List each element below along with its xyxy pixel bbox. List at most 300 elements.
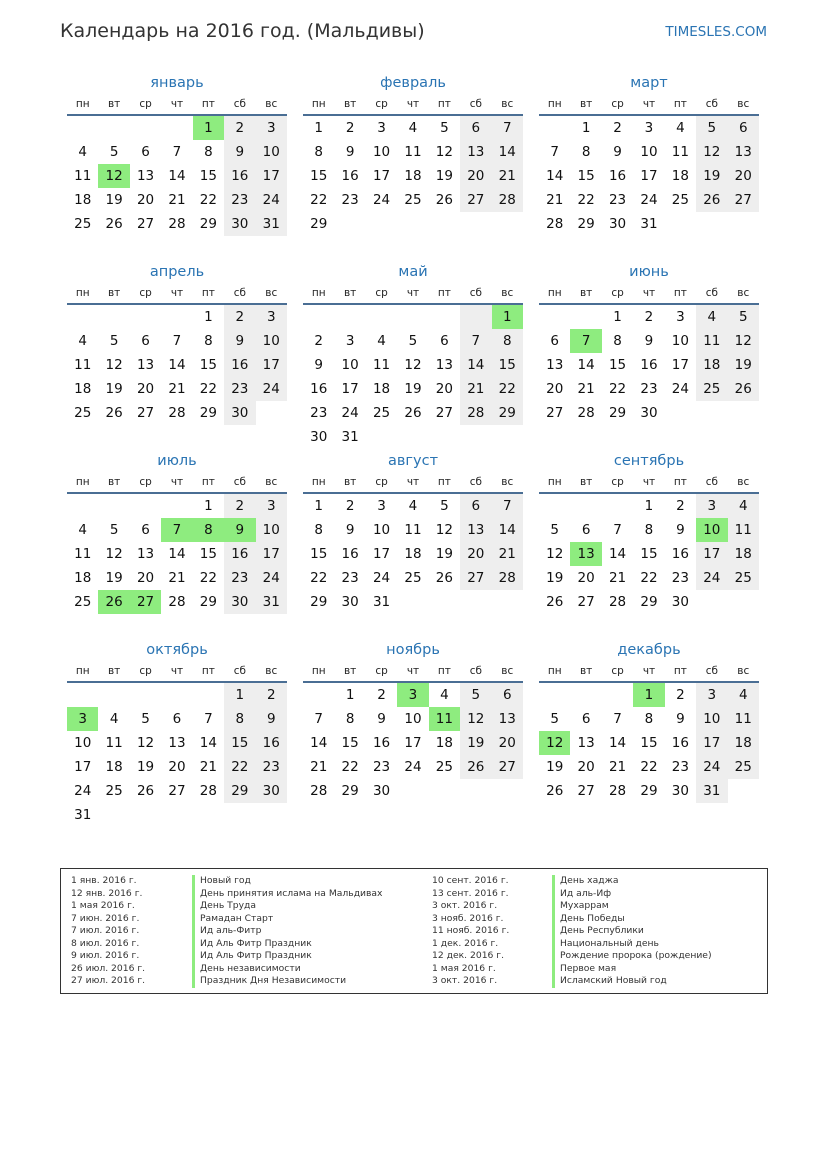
day: 14 (310, 735, 328, 751)
day: 29 (577, 216, 595, 232)
weekday-header (303, 94, 523, 116)
day-empty (67, 494, 98, 518)
day-weekend: 19 (460, 731, 491, 755)
weekday-label: ср (139, 665, 152, 677)
day-weekend: 17 (696, 731, 727, 755)
day: 9 (314, 357, 323, 373)
days-grid (303, 494, 523, 614)
day: 7 (613, 711, 622, 727)
day: 25 (74, 216, 92, 232)
month-name: декабрь (617, 642, 681, 658)
day-weekend: 8 (224, 707, 255, 731)
weekday-label: чт (642, 665, 656, 677)
weekday-label: чт (406, 665, 420, 677)
weekday-label: вс (265, 287, 278, 299)
day: 20 (577, 759, 595, 775)
day: 23 (341, 192, 359, 208)
weekday-label: пн (547, 665, 562, 677)
day: 30 (640, 405, 658, 421)
weekday-label: сб (469, 665, 482, 677)
day: 7 (172, 333, 182, 349)
day-weekend: 14 (492, 518, 523, 542)
month-name: октябрь (146, 642, 208, 658)
day: 20 (435, 381, 453, 397)
day-weekend: 19 (728, 353, 759, 377)
day-empty (193, 683, 224, 707)
weekday-label: пн (311, 98, 326, 110)
month-calendar (67, 639, 287, 828)
month-name: январь (150, 75, 204, 91)
day: 2 (613, 120, 622, 136)
day: 12 (435, 144, 453, 160)
day-holiday: 1 (492, 305, 523, 329)
day: 30 (671, 783, 689, 799)
day: 15 (310, 546, 328, 562)
day: 26 (546, 783, 564, 799)
day: 6 (581, 711, 591, 727)
day: 20 (136, 192, 155, 208)
day: 29 (310, 594, 328, 610)
holiday-dates-column-2 (432, 875, 509, 988)
day-empty (570, 305, 601, 329)
day-weekend: 23 (256, 755, 287, 779)
day-weekend: 16 (224, 542, 255, 566)
day: 30 (608, 216, 627, 232)
day: 21 (577, 381, 595, 397)
day: 2 (345, 120, 355, 136)
day-weekend: 24 (696, 755, 727, 779)
day-empty (130, 116, 161, 140)
day: 5 (550, 711, 559, 727)
holiday-date: 1 мая 2016 г. (432, 962, 496, 974)
day-weekend: 20 (460, 542, 491, 566)
day: 25 (105, 783, 123, 799)
day: 16 (608, 168, 627, 184)
days-grid (67, 305, 287, 425)
weekday-label: вт (107, 98, 121, 110)
day: 16 (310, 381, 328, 397)
day-weekend: 16 (224, 353, 255, 377)
month-name: август (387, 453, 439, 469)
day: 14 (168, 357, 186, 373)
weekday-label: пт (201, 665, 215, 677)
day-holiday: 27 (130, 590, 161, 614)
day-weekend: 17 (256, 542, 287, 566)
day-empty (570, 683, 601, 707)
day: 27 (136, 216, 155, 232)
day: 2 (314, 333, 323, 349)
weekday-label: сб (469, 98, 482, 110)
day: 9 (345, 144, 355, 160)
day: 14 (168, 546, 186, 562)
day-weekend: 2 (224, 494, 255, 518)
weekday-label: ср (375, 287, 388, 299)
day: 11 (404, 522, 422, 538)
day-weekend: 10 (256, 518, 287, 542)
weekday-label: вт (343, 665, 357, 677)
day: 7 (550, 144, 559, 160)
day: 9 (644, 333, 654, 349)
day: 28 (608, 594, 627, 610)
day-empty (98, 305, 129, 329)
day: 26 (435, 570, 453, 586)
weekday-label: вт (579, 98, 593, 110)
day-weekend: 5 (696, 116, 727, 140)
day-weekend: 9 (256, 707, 287, 731)
weekday-label: чт (170, 665, 184, 677)
day: 8 (314, 522, 323, 538)
day: 13 (168, 735, 186, 751)
day: 21 (168, 192, 186, 208)
day: 24 (74, 783, 92, 799)
day: 16 (671, 735, 689, 751)
day-empty (67, 305, 98, 329)
days-grid (539, 305, 759, 425)
weekday-label: чт (170, 476, 184, 488)
day: 2 (345, 498, 355, 514)
day-weekend: 25 (728, 755, 759, 779)
day-empty (602, 494, 633, 518)
weekday-label: вт (343, 476, 357, 488)
weekday-label: ср (611, 287, 624, 299)
weekday-label: вс (501, 98, 514, 110)
day: 22 (310, 192, 328, 208)
day-weekend: 23 (224, 377, 255, 401)
day: 6 (581, 522, 591, 538)
day-weekend: 12 (728, 329, 759, 353)
weekday-label: вс (265, 665, 278, 677)
day-empty (98, 683, 129, 707)
day: 15 (577, 168, 595, 184)
days-grid (67, 494, 287, 614)
day: 5 (109, 333, 119, 349)
day: 22 (640, 570, 658, 586)
weekday-header (303, 472, 523, 494)
day: 28 (199, 783, 217, 799)
day-weekend: 7 (460, 329, 491, 353)
day: 3 (377, 120, 386, 136)
day-weekend: 13 (460, 518, 491, 542)
day-empty (539, 494, 570, 518)
day: 28 (608, 783, 627, 799)
day-empty (366, 305, 397, 329)
weekday-header (303, 661, 523, 683)
day: 28 (577, 405, 595, 421)
day-weekend: 27 (492, 755, 523, 779)
weekday-label: вт (343, 98, 357, 110)
day-weekend: 29 (224, 779, 255, 803)
site-link[interactable]: TIMESLES.COM (665, 24, 767, 40)
month-calendar (67, 72, 287, 261)
holiday-name: Новый год (192, 875, 383, 888)
holiday-dates-column-1 (71, 875, 145, 988)
day-holiday: 7 (161, 518, 192, 542)
holiday-name: Праздник Дня Независимости (192, 975, 383, 988)
day: 29 (199, 594, 217, 610)
holiday-name: Первое мая (552, 963, 712, 976)
weekday-header (67, 472, 287, 494)
day: 13 (577, 735, 595, 751)
holiday-names-column-1 (192, 875, 383, 988)
day-weekend: 1 (224, 683, 255, 707)
day: 19 (435, 168, 453, 184)
weekday-label: пн (311, 665, 326, 677)
day: 30 (671, 594, 689, 610)
day: 22 (608, 381, 627, 397)
day: 14 (546, 168, 564, 184)
day-weekend: 28 (460, 401, 491, 425)
day: 4 (676, 120, 685, 136)
holiday-name: День хаджа (552, 875, 712, 888)
holiday-name: День Республики (552, 925, 712, 938)
weekday-label: сб (469, 476, 482, 488)
day-weekend: 18 (728, 542, 759, 566)
weekday-header (539, 472, 759, 494)
day: 12 (404, 357, 422, 373)
month-name: апрель (149, 264, 205, 280)
weekday-label: пт (673, 665, 687, 677)
weekday-label: пт (437, 665, 451, 677)
day: 4 (78, 522, 87, 538)
day-weekend: 18 (696, 353, 727, 377)
day-weekend: 14 (492, 140, 523, 164)
day: 15 (341, 735, 359, 751)
day: 17 (671, 357, 689, 373)
day: 29 (640, 783, 658, 799)
weekday-label: пт (437, 98, 451, 110)
weekday-label: вт (107, 665, 121, 677)
weekday-label: сб (233, 476, 246, 488)
weekday-label: сб (469, 287, 482, 299)
day: 27 (577, 783, 595, 799)
day: 7 (613, 522, 622, 538)
day: 19 (105, 381, 123, 397)
day: 17 (341, 381, 359, 397)
month-name: июнь (629, 264, 669, 280)
weekday-label: вт (343, 287, 357, 299)
day: 5 (408, 333, 418, 349)
day-empty (161, 305, 192, 329)
day-weekend: 13 (728, 140, 759, 164)
holiday-date: 1 дек. 2016 г. (432, 937, 499, 949)
days-grid (539, 683, 759, 803)
day: 17 (404, 735, 422, 751)
day: 21 (608, 759, 627, 775)
weekday-header (539, 94, 759, 116)
day: 11 (74, 357, 92, 373)
day-empty (67, 683, 98, 707)
day-empty (303, 683, 334, 707)
day: 22 (310, 570, 328, 586)
day: 22 (199, 381, 217, 397)
day-weekend: 10 (696, 707, 727, 731)
weekday-label: пн (547, 98, 562, 110)
day-weekend: 31 (256, 590, 287, 614)
day: 14 (199, 735, 217, 751)
day: 25 (74, 594, 92, 610)
day: 26 (435, 192, 453, 208)
day: 26 (136, 783, 155, 799)
holiday-date: 10 сент. 2016 г. (432, 875, 509, 886)
day: 18 (671, 168, 689, 184)
weekday-label: ср (139, 476, 152, 488)
day: 18 (435, 735, 453, 751)
day: 31 (341, 429, 359, 445)
day: 22 (199, 192, 217, 208)
day-weekend: 30 (224, 590, 255, 614)
day-holiday: 12 (98, 164, 129, 188)
day: 1 (204, 309, 213, 325)
day: 16 (671, 546, 689, 562)
day-holiday: 26 (98, 590, 129, 614)
day-weekend: 16 (224, 164, 255, 188)
holiday-date: 12 дек. 2016 г. (432, 950, 505, 961)
day: 8 (581, 144, 591, 160)
day: 9 (345, 522, 355, 538)
month-name: июль (157, 453, 197, 469)
day: 4 (109, 711, 119, 727)
day-weekend: 30 (256, 779, 287, 803)
day-weekend: 27 (460, 188, 491, 212)
day: 29 (199, 405, 217, 421)
day-empty (161, 683, 192, 707)
day-weekend: 30 (224, 212, 255, 236)
day-weekend: 25 (728, 566, 759, 590)
day: 1 (644, 498, 654, 514)
day-weekend: 18 (728, 731, 759, 755)
day: 14 (577, 357, 595, 373)
weekday-label: чт (406, 476, 420, 488)
day: 17 (372, 546, 391, 562)
day-weekend: 6 (460, 494, 491, 518)
day: 8 (204, 333, 213, 349)
day: 24 (341, 405, 359, 421)
day-weekend: 28 (492, 188, 523, 212)
weekday-label: сб (705, 476, 718, 488)
holiday-name: Исламский Новый год (552, 975, 712, 988)
day: 21 (168, 570, 186, 586)
day: 30 (310, 429, 328, 445)
day: 11 (404, 144, 422, 160)
day: 20 (136, 570, 155, 586)
day: 11 (372, 357, 391, 373)
day-weekend: 19 (696, 164, 727, 188)
days-grid (303, 683, 523, 803)
day: 4 (78, 144, 87, 160)
day-holiday: 3 (397, 683, 428, 707)
weekday-label: вс (501, 665, 514, 677)
month-name: март (630, 75, 668, 91)
weekday-label: вс (265, 98, 278, 110)
day: 7 (172, 144, 182, 160)
holiday-name: День Труда (192, 900, 383, 913)
weekday-header (539, 283, 759, 305)
day: 8 (644, 522, 654, 538)
holiday-name: Рамадан Старт (192, 913, 383, 926)
day: 14 (608, 735, 627, 751)
day: 31 (74, 807, 92, 823)
weekday-header (303, 283, 523, 305)
day: 23 (310, 405, 328, 421)
day-weekend: 2 (224, 116, 255, 140)
holiday-date: 11 нояб. 2016 г. (432, 925, 510, 936)
day: 25 (74, 405, 92, 421)
day-empty (334, 305, 365, 329)
weekday-label: чт (642, 287, 656, 299)
holiday-name: Ид аль-Фитр (192, 925, 383, 938)
day: 14 (168, 168, 186, 184)
day-weekend: 25 (696, 377, 727, 401)
day: 2 (377, 687, 386, 703)
day-weekend: 13 (492, 707, 523, 731)
day: 29 (341, 783, 359, 799)
day: 24 (372, 192, 391, 208)
day-empty (539, 305, 570, 329)
day: 1 (314, 498, 323, 514)
day: 23 (372, 759, 391, 775)
day-weekend: 6 (460, 116, 491, 140)
weekday-label: пт (201, 98, 215, 110)
day-weekend: 22 (224, 755, 255, 779)
day-weekend: 3 (256, 494, 287, 518)
weekday-label: вт (107, 476, 121, 488)
day: 29 (640, 594, 658, 610)
weekday-label: сб (233, 98, 246, 110)
holiday-date: 12 янв. 2016 г. (71, 887, 143, 899)
day: 28 (168, 216, 186, 232)
day-holiday: 10 (696, 518, 727, 542)
day-weekend: 8 (492, 329, 523, 353)
weekday-label: пт (201, 476, 215, 488)
month-calendar (303, 639, 523, 828)
day: 11 (74, 168, 92, 184)
day: 29 (310, 216, 328, 232)
weekday-label: сб (705, 287, 718, 299)
day-holiday: 12 (539, 731, 570, 755)
month-calendar (539, 639, 759, 828)
holidays-list (60, 868, 768, 994)
day-weekend: 3 (256, 116, 287, 140)
weekday-label: вт (579, 665, 593, 677)
day: 27 (435, 405, 453, 421)
holiday-date: 1 мая 2016 г. (71, 900, 135, 911)
day: 5 (440, 498, 449, 514)
day: 15 (608, 357, 627, 373)
day-empty (130, 494, 161, 518)
day-empty (98, 116, 129, 140)
day: 15 (199, 168, 217, 184)
weekday-label: вс (737, 98, 750, 110)
weekday-label: чт (406, 287, 420, 299)
day-weekend: 23 (224, 188, 255, 212)
day: 12 (435, 522, 453, 538)
weekday-label: пн (311, 476, 326, 488)
day-weekend: 14 (460, 353, 491, 377)
day: 9 (676, 711, 685, 727)
day-weekend: 12 (696, 140, 727, 164)
month-calendar (539, 450, 759, 639)
weekday-header (67, 283, 287, 305)
weekday-label: вс (737, 476, 750, 488)
day: 4 (408, 120, 418, 136)
day: 19 (404, 381, 422, 397)
day-holiday: 13 (570, 542, 601, 566)
day: 10 (74, 735, 92, 751)
weekday-label: пн (311, 287, 326, 299)
day-holiday: 11 (429, 707, 460, 731)
day: 14 (608, 546, 627, 562)
day-weekend: 30 (224, 401, 255, 425)
